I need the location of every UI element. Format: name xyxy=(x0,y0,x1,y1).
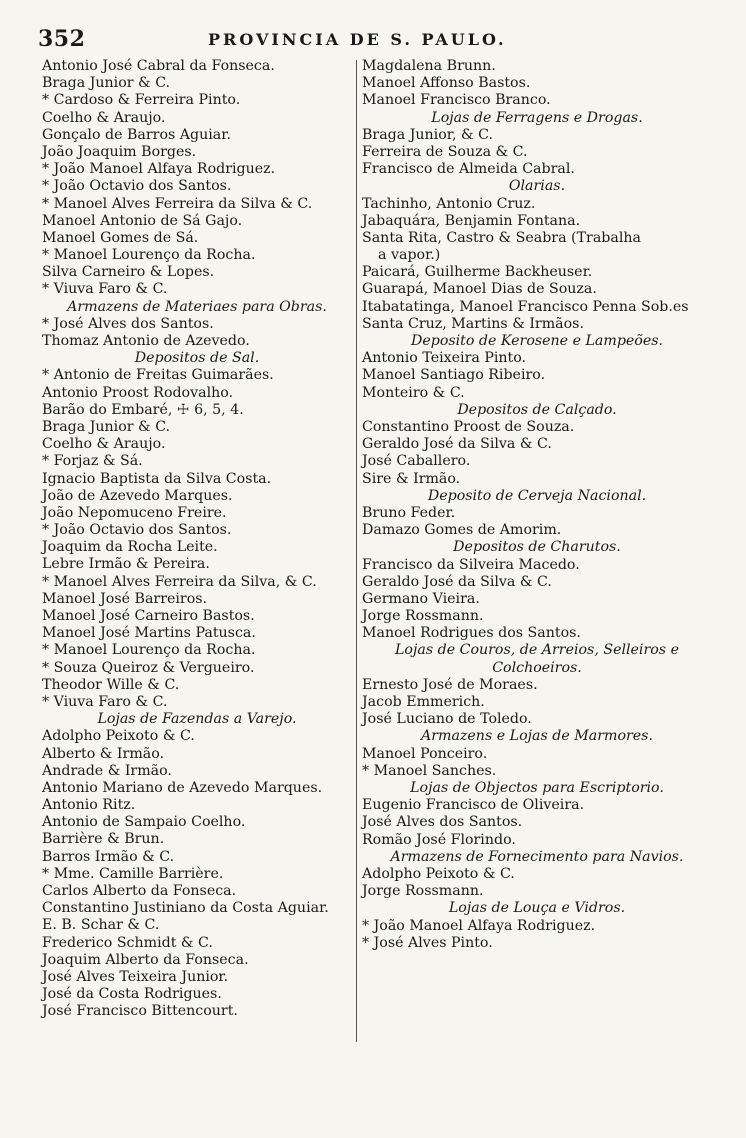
directory-entry: Jorge Rossmann. xyxy=(362,883,484,900)
page-header xyxy=(38,26,710,56)
directory-entry: João Nepomuceno Freire. xyxy=(42,504,227,521)
directory-entry: * Forjaz & Sá. xyxy=(42,453,143,470)
directory-entry: Barrière & Brun. xyxy=(42,831,165,848)
section-heading: Armazens e Lojas de Marmores. xyxy=(421,728,653,745)
directory-entry: João Joaquim Borges. xyxy=(42,143,197,160)
directory-entry: Jabaquára, Benjamin Fontana. xyxy=(362,212,581,229)
directory-entry: Germano Vieira. xyxy=(362,590,480,607)
directory-entry: Gonçalo de Barros Aguiar. xyxy=(42,126,231,143)
directory-entry: * Cardoso & Ferreira Pinto. xyxy=(42,92,241,109)
directory-entry: Constantino Justiniano da Costa Aguiar. xyxy=(42,900,329,917)
directory-entry: Carlos Alberto da Fonseca. xyxy=(42,883,237,900)
directory-entry: Braga Junior, & C. xyxy=(362,126,493,143)
directory-entry: * Manoel Sanches. xyxy=(362,762,497,779)
directory-entry: Antonio Proost Rodovalho. xyxy=(42,384,234,401)
directory-entry: Manoel José Barreiros. xyxy=(42,590,208,607)
section-heading: Lojas de Objectos para Escriptorio. xyxy=(410,780,664,797)
page-number: 352 xyxy=(38,26,86,52)
directory-entry: Braga Junior & C. xyxy=(42,75,171,92)
directory-entry: José Alves Teixeira Junior. xyxy=(42,968,229,985)
directory-entry: Santa Rita, Castro & Seabra (Trabalha xyxy=(362,229,641,246)
directory-entry-continuation: a vapor.) xyxy=(378,247,441,264)
directory-entry: Joaquim Alberto da Fonseca. xyxy=(42,951,249,968)
directory-entry: José Alves dos Santos. xyxy=(362,814,523,831)
directory-entry: * João Manoel Alfaya Rodriguez. xyxy=(362,917,596,934)
directory-entry: Silva Carneiro & Lopes. xyxy=(42,264,215,281)
directory-entry: Constantino Proost de Souza. xyxy=(362,419,575,435)
directory-entry: * Manoel Alves Ferreira da Silva & C. xyxy=(42,195,313,212)
directory-entry: Damazo Gomes de Amorim. xyxy=(362,522,562,539)
directory-entry: José Francisco Bittencourt. xyxy=(42,1003,238,1020)
directory-entry: Antonio José Cabral da Fonseca. xyxy=(42,58,275,74)
running-title: PROVINCIA DE S. PAULO. xyxy=(208,30,507,49)
right-column xyxy=(362,58,712,952)
directory-entry: Ignacio Baptista da Silva Costa. xyxy=(42,470,272,487)
section-heading: Lojas de Ferragens e Drogas. xyxy=(431,109,643,126)
directory-entry: Guarapá, Manoel Dias de Souza. xyxy=(362,281,597,298)
directory-entry: Joaquim da Rocha Leite. xyxy=(42,539,218,556)
column-divider xyxy=(356,60,357,1042)
directory-entry: Manoel Antonio de Sá Gajo. xyxy=(42,212,243,229)
directory-entry: Adolpho Peixoto & C. xyxy=(42,728,195,745)
directory-entry: Manoel Francisco Branco. xyxy=(362,92,551,109)
directory-entry: Monteiro & C. xyxy=(362,384,465,401)
directory-entry: Andrade & Irmão. xyxy=(42,762,172,779)
directory-entry: Geraldo José da Silva & C. xyxy=(362,436,552,453)
directory-entry: Eugenio Francisco de Oliveira. xyxy=(362,797,585,814)
directory-entry: * João Octavio dos Santos. xyxy=(42,522,232,539)
directory-entry: Sire & Irmão. xyxy=(362,470,461,487)
directory-entry: Manoel Santiago Ribeiro. xyxy=(362,367,546,384)
directory-entry: Thomaz Antonio de Azevedo. xyxy=(42,333,250,350)
directory-entry: Geraldo José da Silva & C. xyxy=(362,573,552,590)
directory-entry: Manoel Gomes de Sá. xyxy=(42,229,199,246)
directory-entry: Bruno Feder. xyxy=(362,504,456,521)
section-heading: Armazens de Materiaes para Obras. xyxy=(67,298,327,315)
directory-entry: Francisco da Silveira Macedo. xyxy=(362,556,580,573)
directory-entry: José da Costa Rodrigues. xyxy=(42,986,222,1003)
directory-entry: * Mme. Camille Barrière. xyxy=(42,865,224,882)
directory-entry: * João Octavio dos Santos. xyxy=(42,178,232,195)
directory-entry: Antonio de Sampaio Coelho. xyxy=(42,814,246,831)
left-column xyxy=(42,58,352,1021)
directory-entry: Antonio Teixeira Pinto. xyxy=(362,350,527,367)
directory-entry: * José Alves dos Santos. xyxy=(42,315,214,332)
directory-entry: * Manoel Lourenço da Rocha. xyxy=(42,642,256,659)
directory-entry: Braga Junior & C. xyxy=(42,418,171,435)
section-heading: Depositos de Charutos. xyxy=(453,539,621,556)
directory-entry: * José Alves Pinto. xyxy=(362,934,493,951)
section-heading: Colchoeiros. xyxy=(492,659,582,676)
section-heading: Lojas de Fazendas a Varejo. xyxy=(97,711,297,728)
directory-entry: Barão do Embaré, ☩ 6, 5, 4. xyxy=(42,401,244,418)
section-heading: Olarias. xyxy=(508,178,566,195)
directory-entry: E. B. Schar & C. xyxy=(42,917,160,934)
directory-entry: Antonio Ritz. xyxy=(42,797,136,814)
section-heading: Depositos de Calçado. xyxy=(457,401,617,418)
directory-entry: Santa Cruz, Martins & Irmãos. xyxy=(362,315,584,332)
directory-entry: Jorge Rossmann. xyxy=(362,608,484,625)
directory-entry: Frederico Schmidt & C. xyxy=(42,934,213,951)
section-heading: Deposito de Cerveja Nacional. xyxy=(427,487,647,504)
directory-entry: Ferreira de Souza & C. xyxy=(362,143,528,160)
directory-entry: Coelho & Araujo. xyxy=(42,109,166,126)
directory-entry: * Viuva Faro & C. xyxy=(42,281,168,298)
directory-entry: Tachinho, Antonio Cruz. xyxy=(362,195,536,212)
directory-entry: João de Azevedo Marques. xyxy=(42,487,233,504)
directory-entry: Itabatatinga, Manoel Francisco Penna Sob.es xyxy=(362,298,689,315)
directory-entry: Manoel Affonso Bastos. xyxy=(362,75,531,92)
directory-entry: Lebre Irmão & Pereira. xyxy=(42,556,210,573)
directory-entry: * Souza Queiroz & Vergueiro. xyxy=(42,659,255,676)
section-heading: Lojas de Louça e Vidros. xyxy=(448,900,626,917)
directory-entry: Alberto & Irmão. xyxy=(42,745,165,762)
directory-entry: Manoel José Carneiro Bastos. xyxy=(42,608,255,625)
directory-entry: Jacob Emmerich. xyxy=(362,694,485,711)
section-heading: Armazens de Fornecimento para Navios. xyxy=(390,848,684,865)
directory-entry: * Manoel Lourenço da Rocha. xyxy=(42,247,256,264)
directory-entry: * Antonio de Freitas Guimarães. xyxy=(42,367,274,384)
directory-entry: Romão José Florindo. xyxy=(362,831,516,848)
directory-entry: Francisco de Almeida Cabral. xyxy=(362,161,575,178)
section-heading: Deposito de Kerosene e Lampeões. xyxy=(410,333,664,350)
directory-entry: José Caballero. xyxy=(362,453,471,470)
directory-entry: Coelho & Araujo. xyxy=(42,436,166,453)
directory-entry: Barros Irmão & C. xyxy=(42,848,175,865)
directory-entry: Manoel Rodrigues dos Santos. xyxy=(362,625,581,642)
directory-entry: Antonio Mariano de Azevedo Marques. xyxy=(42,779,323,796)
directory-entry: Theodor Wille & C. xyxy=(42,676,180,693)
directory-entry: * Viuva Faro & C. xyxy=(42,693,168,710)
directory-entry: Magdalena Brunn. xyxy=(362,58,496,74)
directory-entry: * Manoel Alves Ferreira da Silva, & C. xyxy=(42,573,317,590)
directory-entry: José Luciano de Toledo. xyxy=(362,711,532,728)
directory-entry: Adolpho Peixoto & C. xyxy=(362,865,515,882)
section-heading: Depositos de Sal. xyxy=(134,350,260,367)
directory-entry: Manoel Ponceiro. xyxy=(362,745,488,762)
directory-entry: * João Manoel Alfaya Rodriguez. xyxy=(42,161,276,178)
directory-entry: Ernesto José de Moraes. xyxy=(362,676,538,693)
directory-entry: Manoel José Martins Patusca. xyxy=(42,625,256,642)
directory-entry: Paicará, Guilherme Backheuser. xyxy=(362,264,593,281)
section-heading: Lojas de Couros, de Arreios, Selleiros e xyxy=(395,642,679,659)
